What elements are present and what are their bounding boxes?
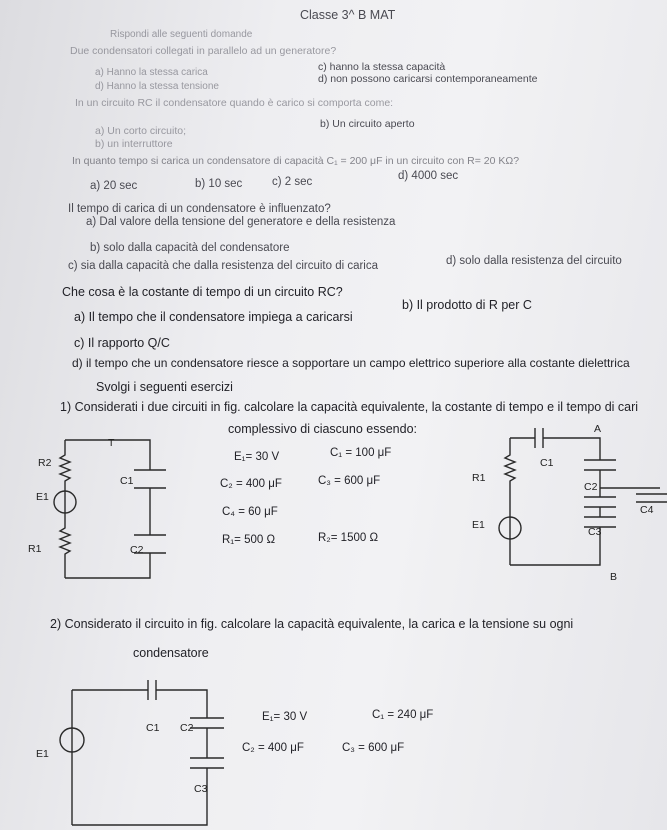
exercise-2-line-2: condensatore bbox=[133, 646, 209, 660]
ex1-c2: C₂ = 400 μF bbox=[220, 478, 282, 490]
right-label-c3: C3 bbox=[588, 526, 602, 538]
ex1-r1: R₁= 500 Ω bbox=[222, 534, 276, 546]
right-label-r1: R1 bbox=[472, 472, 486, 484]
right-label-a: A bbox=[594, 423, 602, 435]
left-label-c1: C1 bbox=[120, 475, 134, 487]
right-label-b: B bbox=[610, 571, 618, 583]
q4-option-a: a) Dal valore della tensione del generatore e della resistenza bbox=[86, 216, 396, 228]
q3-option-d: d) 4000 sec bbox=[398, 170, 459, 182]
q5-option-b: b) Il prodotto di R per C bbox=[402, 298, 532, 312]
left-label-e1: E1 bbox=[36, 491, 49, 503]
right-label-e1: E1 bbox=[472, 519, 485, 531]
exercise-2-line-1: 2) Considerato il circuito in fig. calcolare la capacità equivalente, la carica e la tensione su ogni bbox=[50, 617, 574, 631]
q5-option-d: d) il tempo che un condensatore riesce a sopportare un campo elettrico superiore alla costante dielettrica bbox=[72, 356, 630, 370]
q1-option-c: c) hanno la stessa capacità bbox=[318, 61, 446, 73]
q5-option-a: a) Il tempo che il condensatore impiega a caricarsi bbox=[74, 310, 353, 324]
right-circuit bbox=[499, 428, 667, 565]
q1-option-d: d) non possono caricarsi contemporaneamente bbox=[318, 73, 538, 85]
left-label-r2: R2 bbox=[38, 457, 52, 469]
ex1-r2: R₂= 1500 Ω bbox=[318, 532, 379, 544]
right-label-c1: C1 bbox=[540, 457, 554, 469]
left-label-r1: R1 bbox=[28, 543, 42, 555]
q2-option-c: b) Un circuito aperto bbox=[320, 118, 415, 130]
right-label-c4: C4 bbox=[640, 504, 654, 516]
ex2-e1: E₁= 30 V bbox=[262, 711, 308, 723]
bottom-label-c3: C3 bbox=[194, 783, 208, 795]
q2-option-b: b) un interruttore bbox=[95, 138, 173, 150]
class-label: Classe 3^ B MAT bbox=[300, 8, 396, 22]
ex1-c1: C₁ = 100 μF bbox=[330, 447, 392, 459]
ex1-e1: E₁= 30 V bbox=[234, 451, 280, 463]
right-label-c2: C2 bbox=[584, 481, 598, 493]
ex1-c3: C₃ = 600 μF bbox=[318, 475, 381, 487]
q3-option-c: c) 2 sec bbox=[272, 176, 313, 188]
q3-option-b: b) 10 sec bbox=[195, 178, 243, 190]
q4-question: Il tempo di carica di un condensatore è influenzato? bbox=[68, 203, 331, 215]
ex2-c2: C₂ = 400 μF bbox=[242, 742, 304, 754]
bottom-circuit bbox=[60, 680, 224, 825]
exercise-1-line-1: 1) Considerati i due circuiti in fig. calcolare la capacità equivalente, la costante di tempo e il tempo di cari bbox=[60, 400, 639, 414]
left-circuit bbox=[54, 440, 166, 578]
q5-option-c: c) Il rapporto Q/C bbox=[74, 336, 170, 350]
q4-option-b: b) solo dalla capacità del condensatore bbox=[90, 242, 290, 254]
q2-option-a: a) Un corto circuito; bbox=[95, 125, 187, 137]
ex1-c4: C₄ = 60 μF bbox=[222, 506, 278, 518]
q1-option-b: d) Hanno la stessa tensione bbox=[95, 81, 219, 92]
exercise-1-line-2: complessivo di ciascuno essendo: bbox=[228, 422, 417, 436]
exercises-title: Svolgi i seguenti esercizi bbox=[96, 380, 233, 394]
q5-question: Che cosa è la costante di tempo di un circuito RC? bbox=[62, 285, 343, 299]
q4-option-c: c) sia dalla capacità che dalla resistenza del circuito di carica bbox=[68, 260, 379, 272]
q3-option-a: a) 20 sec bbox=[90, 180, 138, 192]
bottom-label-c1: C1 bbox=[146, 722, 160, 734]
q3-question: In quanto tempo si carica un condensatore di capacità C₁ = 200 μF in un circuito con R= 20 KΩ? bbox=[72, 155, 520, 167]
left-label-c2: C2 bbox=[130, 544, 144, 556]
bottom-label-e1: E1 bbox=[36, 748, 49, 760]
q4-option-d: d) solo dalla resistenza del circuito bbox=[446, 255, 622, 267]
left-label-t: T bbox=[108, 437, 115, 449]
ex2-c1: C₁ = 240 μF bbox=[372, 709, 434, 721]
q1-question: Due condensatori collegati in parallelo ad un generatore? bbox=[70, 45, 337, 57]
ex2-c3: C₃ = 600 μF bbox=[342, 742, 405, 754]
q2-question: In un circuito RC il condensatore quando è carico si comporta come: bbox=[75, 97, 394, 109]
instruction: Rispondi alle seguenti domande bbox=[110, 29, 253, 40]
q1-option-a: a) Hanno la stessa carica bbox=[95, 67, 208, 78]
bottom-label-c2: C2 bbox=[180, 722, 194, 734]
